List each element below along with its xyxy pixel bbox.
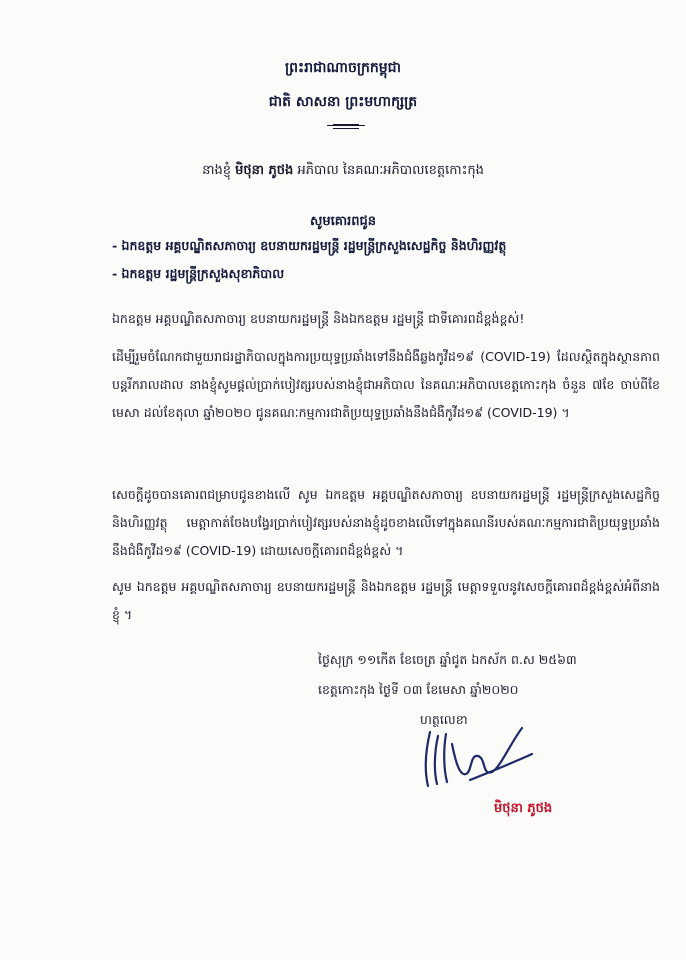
signature-label: ហត្ថលេខា: [420, 712, 468, 727]
header-divider: [333, 124, 359, 129]
respect-heading: សូមគោរពជូន: [309, 214, 376, 229]
body-paragraph: សេចក្តីដូចបានគោរពជម្រាបជូនខាងលើ សូម ឯកឧត្តម អគ្គបណ្ឌិតសភាចារ្យ ឧបនាយករដ្ឋមន្ត្រី រដ្ឋមន្ត្រីក្រសួងសេដ្ឋកិច្ច និងហិរញ្ញវត្ថុ មេត្តាកាត់ចែងបង្វែរប្រាក់បៀវត្សរបស់នាងខ្ញុំដូចខាងលើទៅក្នុងគណនីរបស់គណៈកម្មការជាតិប្រយុទ្ធប្រឆាំង នឹងជំងឺកូវីដ១៩ (COVID-19) ដោយសេចក្តីគោរពដ៏ខ្ពង់ខ្ពស់ ។: [112, 487, 660, 558]
body-paragraph: ដើម្បីរួមចំណែកជាមួយរាជរដ្ឋាភិបាលក្នុងការប្រយុទ្ធប្រឆាំងទៅនឹងជំងឺឆ្លងកូវីដ១៩ (COVID-19) ដែលស្ថិតក្នុងស្ថានភាពបន្តរីករាលដាល នាងខ្ញុំសូមផ្តល់ប្រាក់បៀវត្សរបស់នាងខ្ញុំជាអភិបាល នៃគណៈអភិបាលខេត្តកោះកុង ចំនួន ៧ខែ ចាប់ពីខែមេសា ដល់ខែតុលា ឆ្នាំ២០២០ ជូនគណៈកម្មការជាតិប្រយុទ្ធប្រឆាំងនឹងជំងឺកូវីដ១៩ (COVID-19) ។: [112, 349, 660, 420]
handwritten-signature: [400, 714, 540, 794]
sender-name: មិថុនា ភូថង: [235, 163, 294, 178]
salutation: ឯកឧត្តម អគ្គបណ្ឌិតសភាចារ្យ ឧបនាយករដ្ឋមន្ត្រី និងឯកឧត្តម រដ្ឋមន្ត្រី ជាទីគោរពដ៏ខ្ពង់ខ្ពស់!: [112, 311, 525, 326]
signer-name: មិថុនា ភូថង: [494, 801, 553, 816]
kingdom-heading: ព្រះរាជាណាចក្រកម្ពុជា: [284, 60, 401, 76]
body-paragraph: សូម ឯកឧត្តម អគ្គបណ្ឌិតសភាចារ្យ ឧបនាយករដ្ឋមន្ត្រី និងឯកឧត្តម រដ្ឋមន្ត្រី មេត្តាទទួលនូវសេចក្តីគោរពដ៏ខ្ពង់ខ្ពស់អំពីនាងខ្ញុំ ។: [112, 579, 660, 622]
recipient-line: - ឯកឧត្តម រដ្ឋមន្ត្រីក្រសួងសុខាភិបាល: [112, 266, 285, 281]
solar-date: ខេត្តកោះកុង ថ្ងៃទី ០៣ ខែមេសា ឆ្នាំ២០២០: [318, 682, 519, 697]
lunar-date: ថ្ងៃសុក្រ ១១កើត ខែចេត្រ ឆ្នាំជូត ឯកស័ក ព.ស ២៥៦៣: [318, 652, 577, 667]
sender-title: អភិបាល នៃគណៈអភិបាលខេត្តកោះកុង: [297, 163, 484, 178]
sender-line: [0, 162, 686, 181]
national-motto: ជាតិ សាសនា ព្រះមហាក្សត្រ: [268, 94, 418, 110]
sender-intro: នាងខ្ញុំ: [202, 163, 231, 178]
recipient-line: - ឯកឧត្តម អគ្គបណ្ឌិតសភាចារ្យ ឧបនាយករដ្ឋមន្ត្រី រដ្ឋមន្ត្រីក្រសួងសេដ្ឋកិច្ច និងហិរញ្ញវត្ថុ: [112, 238, 507, 253]
